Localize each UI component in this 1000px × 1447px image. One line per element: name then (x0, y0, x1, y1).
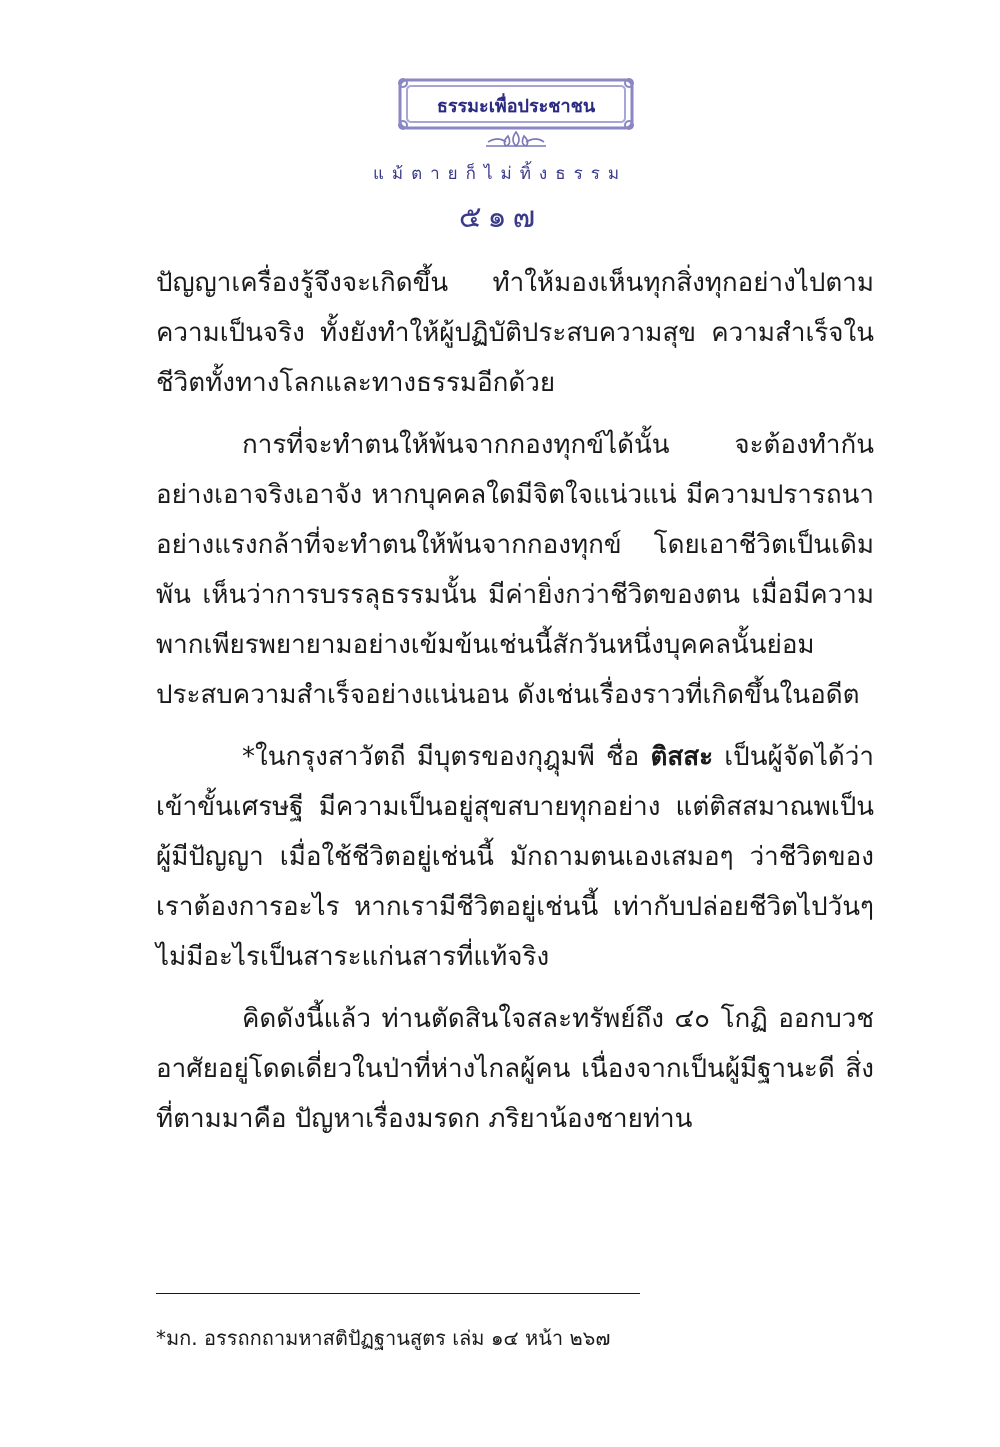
paragraph-1: ปัญญาเครื่องรู้จึงจะเกิดขึ้น ทำให้มองเห็นทุกสิ่งทุกอย่างไปตามความเป็นจริง ทั้งยังทำให้ผู้ปฏิบัติประสบความสุข ความสำเร็จในชีวิตทั้งทางโลกและทางธรรมอีกด้วย (156, 268, 874, 398)
main-body (156, 258, 874, 1156)
paragraph-3 (156, 732, 874, 982)
person-name-tissa: ติสสะ (650, 742, 714, 772)
footnote: *มก. อรรถกถามหาสติปัฏฐานสูตร เล่ม ๑๔ หน้า ๒๖๗ (156, 1326, 611, 1350)
paragraph-4: คิดดังนี้แล้ว ท่านตัดสินใจสละทรัพย์ถึง ๔๐ โกฏิ ออกบวชอาศัยอยู่โดดเดี่ยวในป่าที่ห่างไกลผู้คน เนื่องจากเป็นผู้มีฐานะดี สิ่งที่ตามมาคือ ปัญหาเรื่องมรดก ภริยาน้องชายท่าน (156, 1004, 874, 1134)
paragraph-2: การที่จะทำตนให้พ้นจากกองทุกข์ได้นั้น จะต้องทำกันอย่างเอาจริงเอาจัง หากบุคคลใดมีจิตใจแน่วแน่ มีความปรารถนาอย่างแรงกล้าที่จะทำตนให้พ้นจากกองทุกข์ โดยเอาชีวิตเป็นเดิมพัน เห็นว่าการบรรลุธรรมนั้น มีค่ายิ่งกว่าชีวิตของตน เมื่อมีความพากเพียรพยายามอย่างเข้มข้นเช่นนี้สักวันหนึ่งบุคคลนั้นย่อมประสบความสำเร็จอย่างแน่นอน ดังเช่นเรื่องราวที่เกิดขึ้นในอดีต (156, 430, 874, 710)
logo-text: ธรรมะเพื่อประชาชน (436, 96, 596, 117)
paragraph-3-lead: *ในกรุงสาวัตถี มีบุตรของกุฎุมพี ชื่อ (242, 742, 651, 772)
page-number: ๕๑๗ (458, 200, 542, 235)
dhamma-for-people-logo (396, 76, 636, 154)
paragraph-3-rest: เป็นผู้จัดได้ว่าเข้าขั้นเศรษฐี มีความเป็นอยู่สุขสบายทุกอย่าง แต่ติสสมาณพเป็นผู้มีปัญญา เมื่อใช้ชีวิตอยู่เช่นนี้ มักถามตนเองเสมอๆ ว่าชีวิตของเราต้องการอะไร หากเรามีชีวิตอยู่เช่นนี้ เท่ากับปล่อยชีวิตไปวันๆ ไม่มีอะไรเป็นสาระแก่นสารที่แท้จริง (156, 742, 874, 972)
running-title: แม้ตายก็ไม่ทิ้งธรรม (372, 164, 628, 184)
footnote-divider (156, 1293, 640, 1294)
